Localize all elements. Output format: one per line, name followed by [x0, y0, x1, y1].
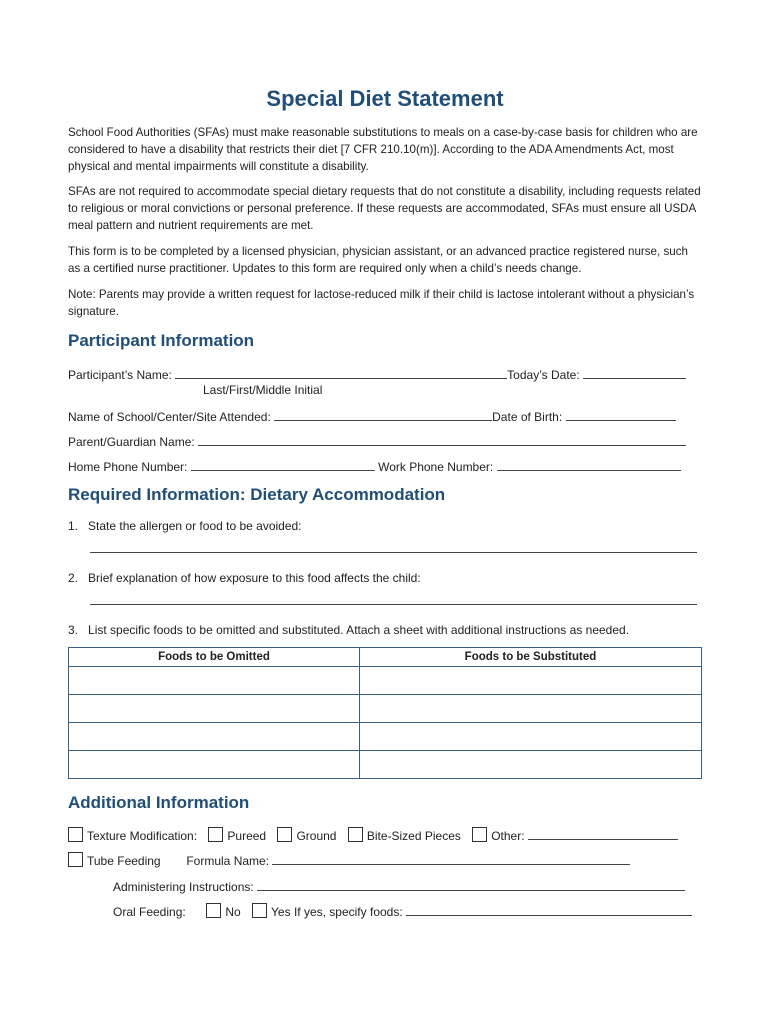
- page-title: Special Diet Statement: [266, 86, 504, 111]
- table-row: [69, 667, 702, 695]
- tube-feeding-checkbox[interactable]: [68, 852, 83, 867]
- participant-name-hint: Last/First/Middle Initial: [203, 383, 323, 397]
- intro-paragraph-3: This form is to be completed by a licensed physician, physician assistant, or an advanced practice registered nurse, such as a certified nurse practitioner. Updates to this form are required only when a child’s needs change.: [68, 245, 688, 275]
- administering-row: [113, 878, 685, 894]
- dob-field[interactable]: [566, 408, 676, 421]
- participant-name-row: [68, 366, 686, 382]
- question-2-answer-line[interactable]: [90, 592, 697, 605]
- intro-paragraph-4: Note: Parents may provide a written request for lactose-reduced milk if their child is lactose intolerant without a physician’s signature.: [68, 288, 695, 318]
- texture-modification-checkbox[interactable]: [68, 827, 83, 842]
- question-3-number: 3.: [68, 623, 79, 637]
- oral-feeding-label: Oral Feeding:: [113, 905, 186, 919]
- school-field[interactable]: [274, 408, 492, 421]
- tube-feeding-row: [68, 852, 630, 868]
- guardian-label: Parent/Guardian Name:: [68, 435, 195, 449]
- substituted-cell[interactable]: [359, 667, 701, 695]
- administering-field[interactable]: [257, 878, 685, 891]
- tube-feeding-label: Tube Feeding: [87, 854, 161, 868]
- omitted-cell[interactable]: [69, 723, 360, 751]
- texture-label: Texture Modification:: [87, 829, 198, 843]
- bite-sized-checkbox[interactable]: [348, 827, 363, 842]
- specify-foods-field[interactable]: [406, 903, 692, 916]
- todays-date-field[interactable]: [583, 366, 686, 379]
- omitted-column-header: Foods to be Omitted: [69, 648, 360, 667]
- other-field[interactable]: [528, 827, 678, 840]
- specify-label: If yes, specify foods:: [293, 905, 403, 919]
- formula-field[interactable]: [272, 852, 630, 865]
- substituted-cell[interactable]: [359, 751, 701, 779]
- question-2: [68, 571, 421, 585]
- todays-date-label: Today’s Date:: [507, 368, 580, 382]
- texture-row: [68, 827, 678, 843]
- table-row: [69, 751, 702, 779]
- question-2-number: 2.: [68, 571, 79, 585]
- pureed-checkbox[interactable]: [208, 827, 223, 842]
- required-heading: Required Information: Dietary Accommodation: [68, 485, 446, 504]
- substituted-cell[interactable]: [359, 695, 701, 723]
- oral-feeding-row: [113, 903, 692, 919]
- other-checkbox[interactable]: [472, 827, 487, 842]
- phone-row: [68, 458, 681, 474]
- work-phone-label: Work Phone Number:: [378, 460, 494, 474]
- intro-paragraph-1: School Food Authorities (SFAs) must make reasonable substitutions to meals on a case-by-case basis for children who are considered to have a disability that restricts their diet [7 CFR 210.10(m)]. According to the ADA Amendments Act, most physical and mental impairments will constitute a disability.: [68, 126, 698, 173]
- pureed-label: Pureed: [227, 829, 267, 843]
- dob-label: Date of Birth:: [492, 410, 563, 424]
- question-1-number: 1.: [68, 519, 79, 533]
- home-phone-label: Home Phone Number:: [68, 460, 188, 474]
- table-row: [69, 723, 702, 751]
- guardian-row: [68, 433, 686, 449]
- ground-label: Ground: [296, 829, 337, 843]
- substituted-cell[interactable]: [359, 723, 701, 751]
- ground-checkbox[interactable]: [277, 827, 292, 842]
- school-label: Name of School/Center/Site Attended:: [68, 410, 271, 424]
- additional-heading: Additional Information: [68, 793, 250, 812]
- guardian-field[interactable]: [198, 433, 686, 446]
- question-1-answer-line[interactable]: [90, 540, 697, 553]
- work-phone-field[interactable]: [497, 458, 681, 471]
- formula-label: Formula Name:: [186, 854, 270, 868]
- foods-table: [68, 647, 702, 779]
- question-1: [68, 519, 302, 533]
- question-1-text: State the allergen or food to be avoided:: [88, 519, 302, 533]
- administering-label: Administering Instructions:: [113, 880, 254, 894]
- oral-yes-label: Yes: [271, 905, 291, 919]
- participant-name-label: Participant’s Name:: [68, 368, 172, 382]
- omitted-cell[interactable]: [69, 695, 360, 723]
- table-header-row: [69, 648, 702, 667]
- question-3: [68, 623, 629, 637]
- other-label: Other:: [491, 829, 525, 843]
- oral-no-checkbox[interactable]: [206, 903, 221, 918]
- intro-paragraph-2: SFAs are not required to accommodate special dietary requests that do not constitute a disability, including requests related to religious or moral convictions or personal preference. If these requests are accommodated, SFAs must ensure all USDA meal pattern and nutrient requirements are met.: [68, 185, 701, 232]
- omitted-cell[interactable]: [69, 667, 360, 695]
- participant-heading: Participant Information: [68, 331, 255, 350]
- omitted-cell[interactable]: [69, 751, 360, 779]
- home-phone-field[interactable]: [191, 458, 375, 471]
- bite-sized-label: Bite-Sized Pieces: [366, 829, 461, 843]
- question-2-text: Brief explanation of how exposure to this food affects the child:: [88, 571, 421, 585]
- substituted-column-header: Foods to be Substituted: [359, 648, 701, 667]
- participant-name-field[interactable]: [175, 366, 507, 379]
- oral-no-label: No: [225, 905, 241, 919]
- school-row: [68, 408, 676, 424]
- question-3-text: List specific foods to be omitted and substituted. Attach a sheet with additional instructions as needed.: [88, 623, 630, 637]
- table-row: [69, 695, 702, 723]
- oral-yes-checkbox[interactable]: [252, 903, 267, 918]
